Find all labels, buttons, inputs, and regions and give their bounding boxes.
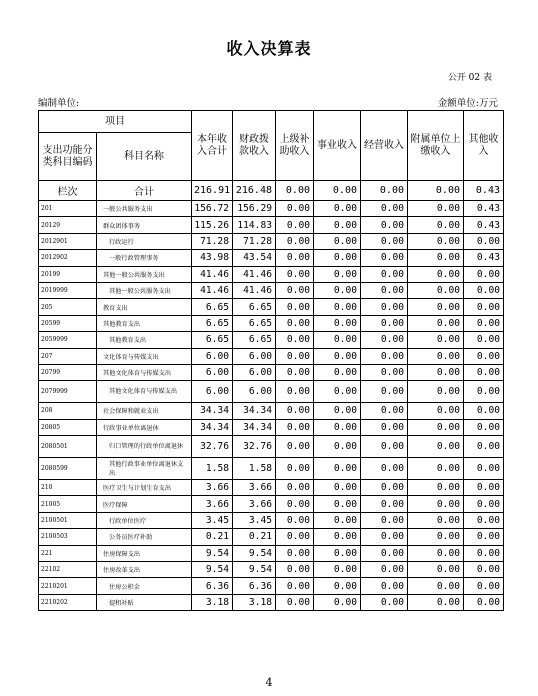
amount-cell: 0.00 (314, 562, 361, 578)
amount-cell: 6.00 (192, 348, 233, 364)
amount-cell: 0.00 (408, 545, 464, 561)
amount-cell: 6.65 (233, 299, 276, 315)
amount-cell: 0.00 (408, 348, 464, 364)
amount-cell: 6.65 (192, 315, 233, 331)
func-code-cell: 205 (39, 299, 97, 315)
amount-cell: 0.00 (464, 299, 504, 315)
subject-name-cell: 行政单位医疗 (97, 512, 192, 528)
summary-name: 合计 (97, 181, 192, 201)
amount-cell: 0.00 (361, 250, 408, 266)
amount-cell: 0.00 (276, 419, 314, 435)
subject-name-cell: 其他行政事业单位离退休支出 (97, 458, 192, 480)
amount-cell: 0.00 (314, 201, 361, 217)
table-row (39, 315, 504, 331)
func-code-cell: 20799 (39, 364, 97, 380)
amount-cell: 0.43 (464, 250, 504, 266)
amount-cell: 0.00 (314, 496, 361, 512)
form-code: 公开 02 表 (447, 73, 492, 83)
amount-cell: 0.00 (314, 233, 361, 249)
amount-unit: 金额单位:万元 (437, 98, 498, 109)
amount-cell: 9.54 (192, 545, 233, 561)
table-row (39, 529, 504, 545)
amount-cell: 43.98 (192, 250, 233, 266)
amount-cell: 3.18 (233, 594, 276, 610)
amount-cell: 0.00 (361, 403, 408, 419)
amount-cell: 0.00 (361, 512, 408, 528)
amount-cell: 0.00 (464, 282, 504, 298)
amount-cell: 6.65 (233, 315, 276, 331)
amount-cell: 0.00 (314, 315, 361, 331)
amount-cell: 71.28 (192, 233, 233, 249)
amount-cell: 0.00 (314, 381, 361, 403)
amount-cell: 0.00 (361, 496, 408, 512)
amount-cell: 0.00 (408, 250, 464, 266)
table-row (39, 496, 504, 512)
amount-cell: 0.00 (361, 282, 408, 298)
table-row (39, 233, 504, 249)
amount-cell: 0.00 (361, 315, 408, 331)
amount-cell: 0.00 (276, 217, 314, 233)
amount-cell: 0.00 (276, 299, 314, 315)
amount-cell: 0.00 (314, 282, 361, 298)
amount-cell: 0.00 (314, 545, 361, 561)
subject-name-cell: 行政运行 (97, 233, 192, 249)
amount-cell: 0.00 (464, 562, 504, 578)
amount-cell: 0.00 (408, 578, 464, 594)
amount-cell: 6.65 (192, 299, 233, 315)
amount-cell: 0.00 (361, 381, 408, 403)
amount-cell: 0.00 (314, 436, 361, 458)
amount-cell: 0.00 (408, 512, 464, 528)
amount-cell: 0.00 (408, 419, 464, 435)
table-row (39, 480, 504, 496)
amount-cell: 9.54 (233, 562, 276, 578)
amount-cell: 0.00 (361, 458, 408, 480)
amount-cell: 0.00 (314, 250, 361, 266)
table-row (39, 436, 504, 458)
amount-cell: 0.00 (314, 480, 361, 496)
summary-value: 0.43 (464, 181, 504, 201)
amount-cell: 0.43 (464, 217, 504, 233)
amount-cell: 0.00 (464, 512, 504, 528)
amount-cell: 0.00 (276, 594, 314, 610)
subject-name-cell: 群众团体事务 (97, 217, 192, 233)
amount-cell: 0.00 (361, 201, 408, 217)
func-code-cell: 20129 (39, 217, 97, 233)
summary-value: 0.00 (361, 181, 408, 201)
table-row (39, 594, 504, 610)
subject-name-cell: 住房公积金 (97, 578, 192, 594)
func-code-cell: 207 (39, 348, 97, 364)
func-code-cell: 20599 (39, 315, 97, 331)
subject-name-cell: 住房改革支出 (97, 562, 192, 578)
amount-cell: 0.00 (361, 578, 408, 594)
amount-cell: 0.00 (361, 436, 408, 458)
func-code-cell: 2080599 (39, 458, 97, 480)
amount-cell: 0.00 (408, 217, 464, 233)
amount-cell: 3.45 (192, 512, 233, 528)
amount-cell: 0.00 (276, 364, 314, 380)
header-subsidiary: 附属单位上缴收入 (408, 111, 464, 181)
amount-cell: 0.00 (408, 458, 464, 480)
amount-cell: 0.00 (408, 381, 464, 403)
func-code-cell: 208 (39, 403, 97, 419)
amount-cell: 0.00 (464, 458, 504, 480)
amount-cell: 0.00 (276, 403, 314, 419)
amount-cell: 0.00 (276, 233, 314, 249)
table-row (39, 458, 504, 480)
table-row (39, 545, 504, 561)
func-code-cell: 201 (39, 201, 97, 217)
amount-cell: 0.00 (314, 419, 361, 435)
amount-cell: 0.00 (361, 545, 408, 561)
subject-name-cell: 归口管理的行政单位离退休 (97, 436, 192, 458)
amount-cell: 0.00 (276, 436, 314, 458)
amount-cell: 6.36 (192, 578, 233, 594)
summary-col-label: 栏次 (39, 181, 97, 201)
subject-name-cell: 医疗保障 (97, 496, 192, 512)
table-row (39, 299, 504, 315)
amount-cell: 0.00 (314, 266, 361, 282)
amount-cell: 0.00 (408, 529, 464, 545)
func-code-cell: 2019999 (39, 282, 97, 298)
amount-cell: 3.66 (233, 496, 276, 512)
amount-cell: 0.00 (276, 282, 314, 298)
amount-cell: 6.00 (233, 348, 276, 364)
amount-cell: 6.00 (192, 381, 233, 403)
amount-cell: 0.00 (464, 529, 504, 545)
amount-cell: 1.58 (233, 458, 276, 480)
amount-cell: 0.00 (408, 266, 464, 282)
header-business: 事业收入 (314, 111, 361, 181)
amount-cell: 6.00 (192, 364, 233, 380)
amount-cell: 0.00 (408, 282, 464, 298)
amount-cell: 0.00 (464, 233, 504, 249)
amount-cell: 0.00 (408, 562, 464, 578)
amount-cell: 0.00 (314, 578, 361, 594)
func-code-cell: 2210201 (39, 578, 97, 594)
table-row (39, 578, 504, 594)
amount-cell: 156.29 (233, 201, 276, 217)
table-row (39, 403, 504, 419)
summary-value: 216.91 (192, 181, 233, 201)
header-upper: 上级补助收入 (276, 111, 314, 181)
amount-cell: 0.00 (361, 594, 408, 610)
amount-cell: 0.00 (361, 480, 408, 496)
subject-name-cell: 行政事业单位离退休 (97, 419, 192, 435)
amount-cell: 0.00 (276, 512, 314, 528)
func-code-cell: 2080501 (39, 436, 97, 458)
amount-cell: 41.46 (192, 266, 233, 282)
amount-cell: 0.00 (314, 512, 361, 528)
table-row (39, 217, 504, 233)
func-code-cell: 2210202 (39, 594, 97, 610)
subject-name-cell: 其他一般公共服务支出 (97, 266, 192, 282)
header-fiscal: 财政拨款收入 (233, 111, 276, 181)
amount-cell: 0.00 (361, 233, 408, 249)
amount-cell: 114.83 (233, 217, 276, 233)
amount-cell: 0.00 (361, 562, 408, 578)
income-table (38, 110, 504, 611)
amount-cell: 0.00 (314, 299, 361, 315)
func-code-cell: 20805 (39, 419, 97, 435)
amount-cell: 34.34 (233, 419, 276, 435)
table-row (39, 282, 504, 298)
amount-cell: 0.00 (408, 201, 464, 217)
amount-cell: 6.65 (233, 332, 276, 348)
amount-cell: 3.66 (233, 480, 276, 496)
amount-cell: 6.65 (192, 332, 233, 348)
amount-cell: 0.00 (408, 480, 464, 496)
amount-cell: 0.00 (314, 529, 361, 545)
amount-cell: 0.00 (276, 201, 314, 217)
table-row (39, 332, 504, 348)
header-total: 本年收入合计 (192, 111, 233, 181)
amount-cell: 0.00 (408, 436, 464, 458)
amount-cell: 0.00 (276, 266, 314, 282)
func-code-cell: 2012901 (39, 233, 97, 249)
amount-cell: 0.00 (276, 529, 314, 545)
amount-cell: 0.00 (276, 381, 314, 403)
amount-cell: 0.00 (464, 315, 504, 331)
amount-cell: 3.18 (192, 594, 233, 610)
table-row (39, 201, 504, 217)
amount-cell: 0.00 (464, 419, 504, 435)
amount-cell: 41.46 (192, 282, 233, 298)
amount-cell: 0.21 (192, 529, 233, 545)
amount-cell: 0.00 (408, 403, 464, 419)
amount-cell: 1.58 (192, 458, 233, 480)
subject-name-cell: 医疗卫生与计划生育支出 (97, 480, 192, 496)
subject-name-cell: 其他文化体育与传媒支出 (97, 364, 192, 380)
amount-cell: 0.00 (361, 217, 408, 233)
subject-name-cell: 住房保障支出 (97, 545, 192, 561)
table-row (39, 512, 504, 528)
amount-cell: 9.54 (192, 562, 233, 578)
amount-cell: 0.00 (276, 458, 314, 480)
table-row (39, 348, 504, 364)
summary-value: 0.00 (408, 181, 464, 201)
amount-cell: 0.00 (276, 578, 314, 594)
amount-cell: 0.00 (276, 348, 314, 364)
amount-cell: 0.00 (464, 578, 504, 594)
table-row (39, 419, 504, 435)
subject-name-cell: 其他教育支出 (97, 315, 192, 331)
amount-cell: 0.00 (276, 250, 314, 266)
table-row (39, 381, 504, 403)
amount-cell: 0.00 (464, 266, 504, 282)
amount-cell: 0.00 (464, 480, 504, 496)
func-code-cell: 22102 (39, 562, 97, 578)
amount-cell: 0.00 (314, 403, 361, 419)
amount-cell: 0.00 (464, 381, 504, 403)
amount-cell: 0.00 (408, 299, 464, 315)
amount-cell: 34.34 (233, 403, 276, 419)
amount-cell: 0.00 (314, 458, 361, 480)
subject-name-cell: 一般行政管理事务 (97, 250, 192, 266)
func-code-cell: 21005 (39, 496, 97, 512)
amount-cell: 0.00 (361, 332, 408, 348)
table-row (39, 250, 504, 266)
func-code-cell: 221 (39, 545, 97, 561)
amount-cell: 0.00 (276, 480, 314, 496)
subject-name-cell: 文化体育与传媒支出 (97, 348, 192, 364)
header-other: 其他收入 (464, 111, 504, 181)
func-code-cell: 2012902 (39, 250, 97, 266)
amount-cell: 0.00 (464, 436, 504, 458)
page-number: 4 (265, 676, 273, 689)
subject-name-cell: 其他文化体育与传媒支出 (97, 381, 192, 403)
compiler-label: 编制单位: (38, 98, 80, 109)
table-body (39, 111, 504, 611)
amount-cell: 0.00 (361, 419, 408, 435)
amount-cell: 0.00 (464, 348, 504, 364)
amount-cell: 156.72 (192, 201, 233, 217)
amount-cell: 0.00 (408, 496, 464, 512)
header-func-code: 支出功能分类科目编码 (39, 133, 97, 181)
amount-cell: 3.45 (233, 512, 276, 528)
summary-value: 0.00 (276, 181, 314, 201)
amount-cell: 3.66 (192, 480, 233, 496)
amount-cell: 6.00 (233, 364, 276, 380)
summary-row (39, 181, 504, 201)
amount-cell: 0.00 (464, 403, 504, 419)
amount-cell: 34.34 (192, 419, 233, 435)
subject-name-cell: 提租补贴 (97, 594, 192, 610)
func-code-cell: 2100503 (39, 529, 97, 545)
amount-cell: 6.00 (233, 381, 276, 403)
amount-cell: 0.00 (408, 594, 464, 610)
amount-cell: 71.28 (233, 233, 276, 249)
amount-cell: 0.00 (276, 332, 314, 348)
amount-cell: 0.00 (464, 496, 504, 512)
subject-name-cell: 公务员医疗补助 (97, 529, 192, 545)
header-subject-name: 科目名称 (97, 133, 192, 181)
amount-cell: 0.00 (314, 217, 361, 233)
table-row (39, 364, 504, 380)
amount-cell: 3.66 (192, 496, 233, 512)
amount-cell: 0.00 (464, 364, 504, 380)
amount-cell: 0.00 (314, 332, 361, 348)
amount-cell: 43.54 (233, 250, 276, 266)
amount-cell: 0.00 (314, 594, 361, 610)
amount-cell: 0.00 (408, 364, 464, 380)
func-code-cell: 2100501 (39, 512, 97, 528)
subject-name-cell: 其他教育支出 (97, 332, 192, 348)
summary-value: 216.48 (233, 181, 276, 201)
summary-value: 0.00 (314, 181, 361, 201)
func-code-cell: 2079999 (39, 381, 97, 403)
amount-cell: 0.00 (314, 364, 361, 380)
amount-cell: 0.00 (408, 233, 464, 249)
amount-cell: 0.43 (464, 201, 504, 217)
page-title: 收入决算表 (226, 39, 312, 58)
amount-cell: 0.00 (276, 496, 314, 512)
subject-name-cell: 社会保障和就业支出 (97, 403, 192, 419)
table-row (39, 266, 504, 282)
amount-cell: 32.76 (192, 436, 233, 458)
func-code-cell: 20199 (39, 266, 97, 282)
amount-cell: 0.00 (464, 594, 504, 610)
amount-cell: 0.00 (314, 348, 361, 364)
amount-cell: 0.00 (361, 348, 408, 364)
amount-cell: 0.00 (464, 332, 504, 348)
amount-cell: 41.46 (233, 266, 276, 282)
subject-name-cell: 其他一般公共服务支出 (97, 282, 192, 298)
table-row (39, 562, 504, 578)
amount-cell: 0.00 (361, 266, 408, 282)
amount-cell: 0.00 (276, 315, 314, 331)
subject-name-cell: 一般公共服务支出 (97, 201, 192, 217)
amount-cell: 9.54 (233, 545, 276, 561)
amount-cell: 115.26 (192, 217, 233, 233)
func-code-cell: 2059999 (39, 332, 97, 348)
subject-name-cell: 教育支出 (97, 299, 192, 315)
amount-cell: 0.21 (233, 529, 276, 545)
amount-cell: 0.00 (408, 332, 464, 348)
amount-cell: 0.00 (408, 315, 464, 331)
amount-cell: 0.00 (464, 545, 504, 561)
amount-cell: 34.34 (192, 403, 233, 419)
amount-cell: 6.36 (233, 578, 276, 594)
header-item: 项目 (39, 111, 192, 133)
amount-cell: 0.00 (361, 299, 408, 315)
header-operating: 经营收入 (361, 111, 408, 181)
func-code-cell: 210 (39, 480, 97, 496)
amount-cell: 0.00 (276, 545, 314, 561)
amount-cell: 0.00 (276, 562, 314, 578)
amount-cell: 32.76 (233, 436, 276, 458)
amount-cell: 0.00 (361, 364, 408, 380)
amount-cell: 41.46 (233, 282, 276, 298)
amount-cell: 0.00 (361, 529, 408, 545)
